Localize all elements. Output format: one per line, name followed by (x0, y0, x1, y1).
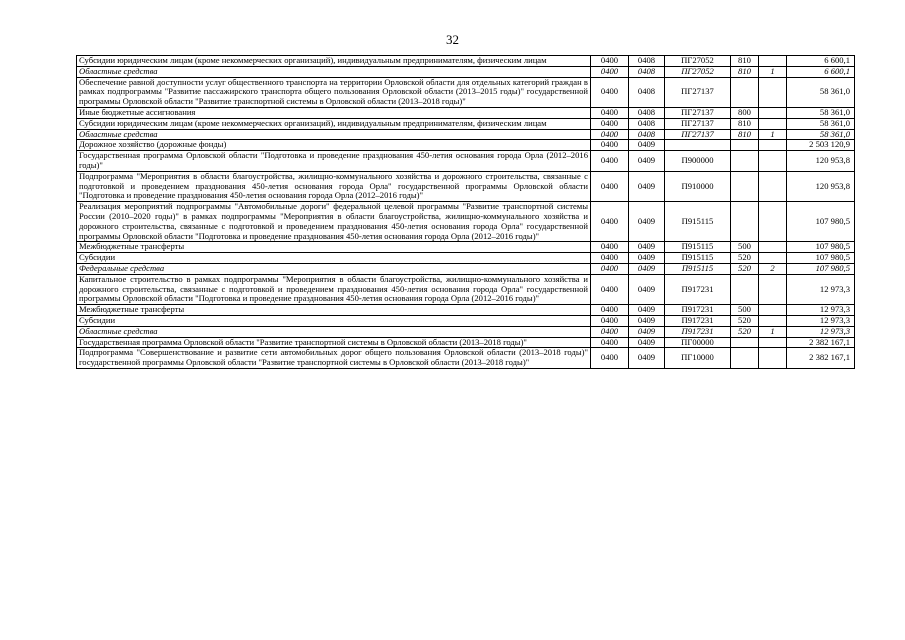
subsection-code-cell: 0409 (629, 242, 665, 253)
amount-cell: 12 973,3 (787, 274, 855, 304)
expense-type-cell: 520 (731, 315, 759, 326)
item-name-cell: Обеспечение равной доступности услуг общественного транспорта на территории Орловской области для отдельных категорий граждан в рамках подпрограммы "Развитие пассажирского транспорта общего пользования Орловской области (2013–2015 годы)" государственной программы Орловской области "Развитие транспортной системы в Орловской области (2013–2018 годы)" (77, 77, 591, 107)
target-article-cell: ПГ27052 (665, 56, 731, 67)
budget-level-cell (759, 171, 787, 201)
expense-type-cell (731, 171, 759, 201)
section-code-cell: 0400 (591, 263, 629, 274)
target-article-cell: ПГ27137 (665, 107, 731, 118)
target-article-cell: П915115 (665, 263, 731, 274)
table-row (77, 107, 855, 118)
table-row (77, 348, 855, 369)
table-row (77, 253, 855, 264)
table-row (77, 151, 855, 172)
subsection-code-cell: 0409 (629, 274, 665, 304)
expense-type-cell: 520 (731, 326, 759, 337)
item-name-cell: Областные средства (77, 326, 591, 337)
subsection-code-cell: 0409 (629, 263, 665, 274)
amount-cell: 120 953,8 (787, 171, 855, 201)
section-code-cell: 0400 (591, 242, 629, 253)
amount-cell: 2 503 120,9 (787, 140, 855, 151)
table-row (77, 171, 855, 201)
budget-level-cell: 1 (759, 66, 787, 77)
item-name-cell: Областные средства (77, 129, 591, 140)
budget-table (76, 55, 855, 369)
table-row (77, 305, 855, 316)
section-code-cell: 0400 (591, 107, 629, 118)
subsection-code-cell: 0409 (629, 151, 665, 172)
target-article-cell: П915115 (665, 253, 731, 264)
target-article-cell: П917231 (665, 315, 731, 326)
section-code-cell: 0400 (591, 305, 629, 316)
section-code-cell: 0400 (591, 140, 629, 151)
expense-type-cell: 810 (731, 118, 759, 129)
table-row (77, 77, 855, 107)
budget-level-cell (759, 337, 787, 348)
amount-cell: 107 980,5 (787, 263, 855, 274)
amount-cell: 12 973,3 (787, 315, 855, 326)
expense-type-cell: 500 (731, 242, 759, 253)
amount-cell: 58 361,0 (787, 77, 855, 107)
section-code-cell: 0400 (591, 202, 629, 242)
expense-type-cell: 810 (731, 56, 759, 67)
expense-type-cell: 500 (731, 305, 759, 316)
subsection-code-cell: 0409 (629, 140, 665, 151)
table-row (77, 140, 855, 151)
page-number: 32 (446, 32, 459, 47)
subsection-code-cell: 0408 (629, 66, 665, 77)
expense-type-cell (731, 337, 759, 348)
table-row (77, 118, 855, 129)
subsection-code-cell: 0409 (629, 305, 665, 316)
amount-cell: 2 382 167,1 (787, 337, 855, 348)
budget-level-cell (759, 151, 787, 172)
budget-level-cell (759, 348, 787, 369)
budget-level-cell (759, 107, 787, 118)
subsection-code-cell: 0409 (629, 315, 665, 326)
table-row (77, 326, 855, 337)
budget-level-cell (759, 118, 787, 129)
item-name-cell: Субсидии (77, 315, 591, 326)
table-row (77, 337, 855, 348)
amount-cell: 107 980,5 (787, 253, 855, 264)
amount-cell: 6 600,1 (787, 56, 855, 67)
table-row (77, 263, 855, 274)
expense-type-cell: 520 (731, 253, 759, 264)
item-name-cell: Реализация мероприятий подпрограммы "Автомобильные дороги" федеральной целевой программы "Развитие транспортной системы России (2010–2020 годы)" в рамках подпрограммы "Мероприятия в области благоустройства, жилищно-коммунального хозяйства и дорожного строительства, связанные с подготовкой и проведением празднования 450-летия основания города Орла" государственной программы Орловской области "Подготовка и проведение празднования 450-летия основания города Орла (2012–2016 годы)" (77, 202, 591, 242)
target-article-cell: ПГ27137 (665, 118, 731, 129)
table-row (77, 202, 855, 242)
amount-cell: 107 980,5 (787, 202, 855, 242)
section-code-cell: 0400 (591, 151, 629, 172)
budget-level-cell: 1 (759, 129, 787, 140)
expense-type-cell: 810 (731, 129, 759, 140)
table-row (77, 315, 855, 326)
subsection-code-cell: 0408 (629, 77, 665, 107)
budget-level-cell (759, 253, 787, 264)
expense-type-cell (731, 202, 759, 242)
section-code-cell: 0400 (591, 348, 629, 369)
amount-cell: 12 973,3 (787, 305, 855, 316)
target-article-cell: ПГ27137 (665, 77, 731, 107)
item-name-cell: Государственная программа Орловской области "Подготовка и проведение празднования 450-летия основания города Орла (2012–2016 годы)" (77, 151, 591, 172)
item-name-cell: Федеральные средства (77, 263, 591, 274)
budget-level-cell: 1 (759, 326, 787, 337)
budget-level-cell (759, 56, 787, 67)
item-name-cell: Подпрограмма "Мероприятия в области благоустройства, жилищно-коммунального хозяйства и дорожного строительства, связанные с подготовкой и проведением празднования 450-летия основания города Орла" государственной программы Орловской области "Подготовка и проведение празднования 450-летия основания города Орла (2012–2016 годы)" (77, 171, 591, 201)
target-article-cell: П915115 (665, 202, 731, 242)
target-article-cell: П917231 (665, 305, 731, 316)
subsection-code-cell: 0409 (629, 171, 665, 201)
item-name-cell: Капитальное строительство в рамках подпрограммы "Мероприятия в области благоустройства, жилищно-коммунального хозяйства и дорожного строительства, связанные с подготовкой и проведением празднования 450-летия основания города Орла" государственной программы Орловской области "Подготовка и проведение празднования 450-летия основания города Орла (2012–2016 годы)" (77, 274, 591, 304)
table-row (77, 242, 855, 253)
budget-level-cell (759, 315, 787, 326)
budget-level-cell (759, 202, 787, 242)
section-code-cell: 0400 (591, 171, 629, 201)
item-name-cell: Субсидии юридическим лицам (кроме некоммерческих организаций), индивидуальным предпринимателям, физическим лицам (77, 118, 591, 129)
amount-cell: 58 361,0 (787, 107, 855, 118)
subsection-code-cell: 0408 (629, 118, 665, 129)
table-row (77, 274, 855, 304)
subsection-code-cell: 0408 (629, 107, 665, 118)
target-article-cell (665, 140, 731, 151)
item-name-cell: Иные бюджетные ассигнования (77, 107, 591, 118)
subsection-code-cell: 0409 (629, 348, 665, 369)
budget-level-cell (759, 274, 787, 304)
subsection-code-cell: 0408 (629, 129, 665, 140)
expense-type-cell: 810 (731, 66, 759, 77)
subsection-code-cell: 0409 (629, 253, 665, 264)
amount-cell: 58 361,0 (787, 129, 855, 140)
expense-type-cell (731, 151, 759, 172)
expense-type-cell (731, 77, 759, 107)
section-code-cell: 0400 (591, 274, 629, 304)
item-name-cell: Областные средства (77, 66, 591, 77)
table-row (77, 66, 855, 77)
budget-table-body (77, 56, 855, 369)
item-name-cell: Субсидии (77, 253, 591, 264)
expense-type-cell (731, 348, 759, 369)
target-article-cell: П900000 (665, 151, 731, 172)
amount-cell: 12 973,3 (787, 326, 855, 337)
amount-cell: 6 600,1 (787, 66, 855, 77)
target-article-cell: ПГ27137 (665, 129, 731, 140)
amount-cell: 2 382 167,1 (787, 348, 855, 369)
section-code-cell: 0400 (591, 77, 629, 107)
target-article-cell: П915115 (665, 242, 731, 253)
section-code-cell: 0400 (591, 66, 629, 77)
budget-level-cell (759, 77, 787, 107)
target-article-cell: ПГ00000 (665, 337, 731, 348)
amount-cell: 58 361,0 (787, 118, 855, 129)
subsection-code-cell: 0409 (629, 202, 665, 242)
subsection-code-cell: 0408 (629, 56, 665, 67)
item-name-cell: Субсидии юридическим лицам (кроме некоммерческих организаций), индивидуальным предпринимателям, физическим лицам (77, 56, 591, 67)
budget-level-cell (759, 242, 787, 253)
amount-cell: 107 980,5 (787, 242, 855, 253)
item-name-cell: Межбюджетные трансферты (77, 242, 591, 253)
target-article-cell: П910000 (665, 171, 731, 201)
budget-level-cell (759, 140, 787, 151)
expense-type-cell: 520 (731, 263, 759, 274)
section-code-cell: 0400 (591, 118, 629, 129)
section-code-cell: 0400 (591, 56, 629, 67)
expense-type-cell (731, 140, 759, 151)
subsection-code-cell: 0409 (629, 326, 665, 337)
section-code-cell: 0400 (591, 315, 629, 326)
item-name-cell: Дорожное хозяйство (дорожные фонды) (77, 140, 591, 151)
section-code-cell: 0400 (591, 326, 629, 337)
item-name-cell: Подпрограмма "Совершенствование и развитие сети автомобильных дорог общего пользования Орловской области (2013–2018 годы)" государственной программы Орловской области "Развитие транспортной системы в Орловской области (2013–2018 годы)" (77, 348, 591, 369)
table-row (77, 56, 855, 67)
item-name-cell: Государственная программа Орловской области "Развитие транспортной системы в Орловской области (2013–2018 годы)" (77, 337, 591, 348)
target-article-cell: ПГ10000 (665, 348, 731, 369)
budget-level-cell: 2 (759, 263, 787, 274)
expense-type-cell: 800 (731, 107, 759, 118)
section-code-cell: 0400 (591, 337, 629, 348)
expense-type-cell (731, 274, 759, 304)
amount-cell: 120 953,8 (787, 151, 855, 172)
target-article-cell: ПГ27052 (665, 66, 731, 77)
table-row (77, 129, 855, 140)
section-code-cell: 0400 (591, 253, 629, 264)
target-article-cell: П917231 (665, 326, 731, 337)
section-code-cell: 0400 (591, 129, 629, 140)
target-article-cell: П917231 (665, 274, 731, 304)
item-name-cell: Межбюджетные трансферты (77, 305, 591, 316)
subsection-code-cell: 0409 (629, 337, 665, 348)
budget-level-cell (759, 305, 787, 316)
